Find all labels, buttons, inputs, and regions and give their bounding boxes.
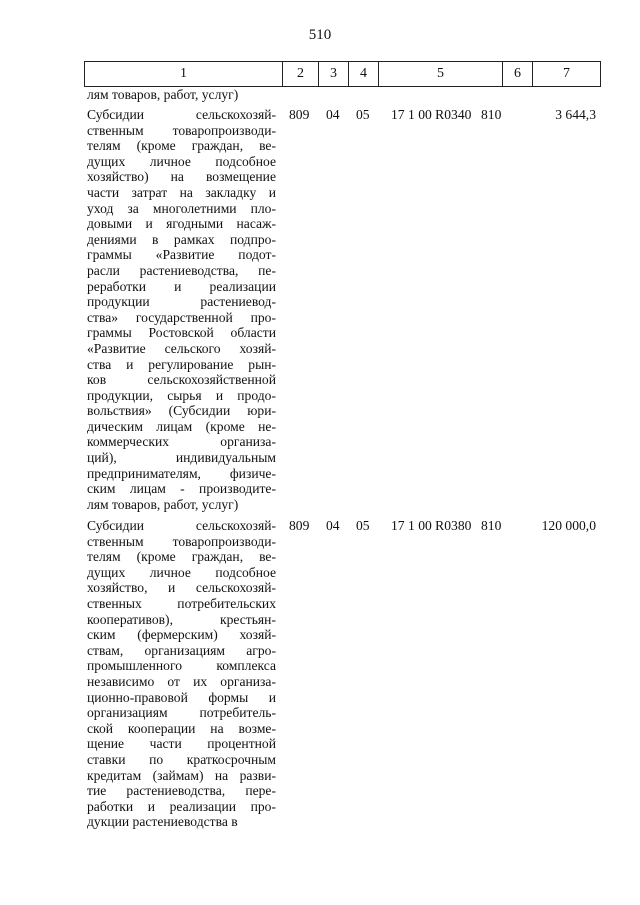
row-text-line: ствам, организациям агро- bbox=[87, 642, 276, 658]
row-text-line: Субсидии сельскохозяй- bbox=[87, 518, 276, 533]
row-text-line: хозяйство) на возмещение bbox=[87, 169, 276, 185]
cell-amount: 120 000,0 bbox=[541, 518, 596, 533]
row-text-line: ским лицам - производите- bbox=[87, 481, 276, 497]
cell-expense-type: 810 bbox=[481, 518, 502, 533]
row-text-line: ционно-правовой формы и bbox=[87, 689, 276, 705]
cell-ministry: 809 bbox=[289, 518, 310, 533]
table-row-description bbox=[87, 518, 276, 830]
header-col-3: 3 bbox=[319, 62, 349, 86]
cell-target-code: 17 1 00 R0380 bbox=[391, 518, 472, 533]
row-text-line: граммы «Развитие подот- bbox=[87, 247, 276, 263]
row-text-line: части затрат на закладку и bbox=[87, 184, 276, 200]
row-text-line: дущих личное подсобное bbox=[87, 564, 276, 580]
row-text-line: промышленного комплекса bbox=[87, 658, 276, 674]
row-text-line: ций), индивидуальным bbox=[87, 450, 276, 466]
table-header-row bbox=[84, 61, 601, 87]
row-text-line: ства» государственной про- bbox=[87, 309, 276, 325]
row-text-line: ской кооперации на возме- bbox=[87, 720, 276, 736]
row-text-line: работки и реализации про- bbox=[87, 798, 276, 814]
row-text-line: расли растениеводства, пе- bbox=[87, 262, 276, 278]
table-row-continuation bbox=[87, 87, 276, 103]
header-col-7: 7 bbox=[533, 62, 601, 86]
row-text-line: хозяйство, и сельскохозяй- bbox=[87, 580, 276, 596]
row-text-line: «Развитие сельского хозяй- bbox=[87, 340, 276, 356]
header-col-1: 1 bbox=[85, 62, 283, 86]
cell-subsection: 05 bbox=[356, 107, 370, 122]
table-row-description bbox=[87, 107, 276, 512]
row-text-line: довыми и ягодными насаж- bbox=[87, 216, 276, 232]
row-text-line: предпринимателям, физиче- bbox=[87, 465, 276, 481]
row-text-line: дениями в рамках подпро- bbox=[87, 231, 276, 247]
row-text-line: щение части процентной bbox=[87, 736, 276, 752]
row-text-line: ственных потребительских bbox=[87, 595, 276, 611]
row-text-line: ским (фермерским) хозяй- bbox=[87, 627, 276, 643]
row-text-line: продукции, сырья и продо- bbox=[87, 387, 276, 403]
row-text-line: продукции растениевод- bbox=[87, 294, 276, 310]
row-text-line: ственным товаропроизводи- bbox=[87, 533, 276, 549]
row-text-line: Субсидии сельскохозяй- bbox=[87, 107, 276, 122]
row-text-line: тие растениеводства, пере- bbox=[87, 783, 276, 799]
row-text-line: уход за многолетними пло- bbox=[87, 200, 276, 216]
row-text-line: телям (кроме граждан, ве- bbox=[87, 549, 276, 565]
row-text-line: телям (кроме граждан, ве- bbox=[87, 138, 276, 154]
row-text-line: ственным товаропроизводи- bbox=[87, 122, 276, 138]
cell-target-code: 17 1 00 R0340 bbox=[391, 107, 472, 122]
header-col-5: 5 bbox=[379, 62, 503, 86]
row-text-line: лям товаров, работ, услуг) bbox=[87, 496, 239, 512]
row-text-line: дущих личное подсобное bbox=[87, 153, 276, 169]
page-number: 510 bbox=[308, 27, 332, 43]
row-text-line: реработки и реализации bbox=[87, 278, 276, 294]
row-text-line: дическим лицам (кроме не- bbox=[87, 418, 276, 434]
cell-section: 04 bbox=[326, 107, 340, 122]
cell-amount: 3 644,3 bbox=[555, 107, 596, 122]
row-text-line: кооперативов), крестьян- bbox=[87, 611, 276, 627]
row-text-line: кредитам (займам) на разви- bbox=[87, 767, 276, 783]
header-col-4: 4 bbox=[349, 62, 379, 86]
row-text-line: ставки по краткосрочным bbox=[87, 751, 276, 767]
row-text-line: граммы Ростовской области bbox=[87, 325, 276, 341]
row-text-line: вольствия» (Субсидии юри- bbox=[87, 403, 276, 419]
row-text-line: коммерческих организа- bbox=[87, 434, 276, 450]
row-text-line: дукции растениеводства в bbox=[87, 814, 238, 830]
row-text-line: лям товаров, работ, услуг) bbox=[87, 87, 239, 102]
row-text-line: организациям потребитель- bbox=[87, 705, 276, 721]
header-col-6: 6 bbox=[503, 62, 533, 86]
row-text-line: ков сельскохозяйственной bbox=[87, 372, 276, 388]
cell-ministry: 809 bbox=[289, 107, 310, 122]
row-text-line: независимо от их организа- bbox=[87, 673, 276, 689]
cell-expense-type: 810 bbox=[481, 107, 502, 122]
cell-section: 04 bbox=[326, 518, 340, 533]
row-text-line: ства и регулирование рын- bbox=[87, 356, 276, 372]
header-col-2: 2 bbox=[283, 62, 319, 86]
cell-subsection: 05 bbox=[356, 518, 370, 533]
